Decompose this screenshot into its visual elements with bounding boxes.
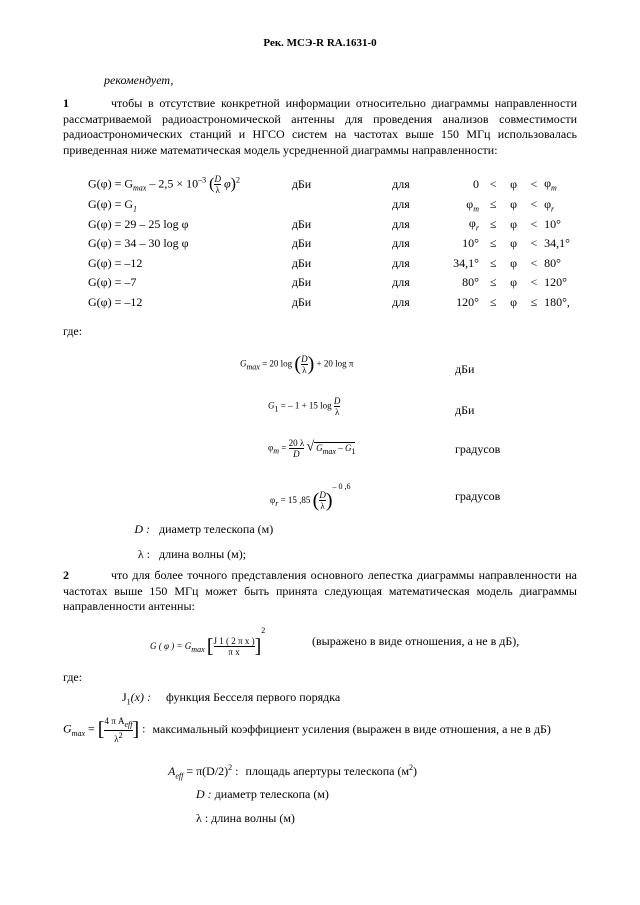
range-phi: φ — [510, 294, 517, 309]
frac-denominator: λ — [114, 733, 119, 744]
formula-for: для — [392, 275, 410, 290]
range-lower-cell — [437, 234, 483, 254]
def-text: площадь апертуры телескопа (м — [245, 764, 410, 778]
eq-symbol: G — [268, 400, 275, 411]
equation-phi-m: $\varphi_m$ = $\frac{20 \lambda}{D}$ √ $G_{max} - G_1$ — [268, 438, 356, 459]
formula-cell — [88, 234, 292, 254]
def-superscript: 2 — [228, 763, 233, 772]
frac-denominator: λ — [215, 185, 220, 195]
formula-row — [88, 195, 588, 215]
definition-d — [110, 522, 273, 537]
range-upper: φ — [544, 176, 552, 191]
recommends-intro: рекомендует, — [104, 73, 174, 87]
formula-lhs: G(φ) = 34 – 30 log φ — [88, 236, 189, 251]
def-symbol: λ : — [196, 811, 209, 825]
eq-text: = 15 ,85 — [280, 495, 311, 505]
range-op1: ≤ — [489, 216, 497, 231]
range-upper: 120° — [544, 275, 567, 290]
frac-numerator: D — [333, 396, 341, 406]
formula-cell — [88, 293, 292, 313]
formula-lhs-sub: 1 — [133, 203, 138, 213]
range-upper-sub: m — [551, 183, 557, 193]
range-phi: φ — [510, 275, 517, 290]
range-lower-cell — [437, 293, 483, 313]
where-label-2: где: — [63, 670, 83, 684]
formula-lhs: G(φ) = G — [88, 196, 134, 211]
formula-for: для — [392, 216, 410, 231]
range-lower-sub: m — [473, 203, 479, 213]
formula-unit: дБи — [291, 216, 312, 231]
formula-row — [88, 254, 588, 274]
bessel-note: (выражено в виде отношения, а не в дБ), — [312, 634, 520, 648]
eq-text: + 20 log π — [316, 358, 354, 369]
formula-cell — [88, 273, 292, 293]
range-op1: ≤ — [489, 275, 497, 290]
range-lower-cell — [437, 273, 483, 293]
formula-unit: дБи — [291, 236, 312, 251]
range-op2: < — [530, 177, 538, 191]
def-superscript: 2 — [118, 730, 123, 740]
formula-row — [88, 234, 588, 254]
equation-gmax: $G_{max} = 20$ log ( $\frac{D}{\lambda}$ ) + 20 log π — [240, 353, 354, 375]
unit-degrees: градусов — [455, 442, 501, 456]
eq-subscript: max — [191, 644, 205, 654]
frac-numerator: D — [319, 490, 326, 501]
pattern-formula-table — [88, 174, 588, 312]
range-upper: φ — [544, 196, 552, 211]
def-text: диаметр телескопа (м) — [214, 787, 329, 801]
range-op2: < — [530, 255, 538, 270]
eq-root-symbol: G — [316, 442, 323, 453]
page-header: Рек. МСЭ-R RA.1631-0 — [263, 37, 377, 49]
range-upper: 10° — [544, 216, 561, 231]
unit-degrees: градусов — [455, 489, 501, 503]
range-upper-cell — [544, 254, 588, 274]
formula-row — [88, 273, 588, 293]
def-subscript: max — [71, 729, 85, 739]
unit-dbi: дБи — [455, 403, 475, 417]
frac-numerator: J 1 ( 2 π x ) — [213, 636, 255, 647]
frac-numerator: D — [301, 354, 308, 364]
formula-lhs: G(φ) = –12 — [88, 294, 143, 309]
formula-row — [88, 215, 588, 235]
range-lower: φ — [468, 216, 476, 231]
def-subscript: 1 — [126, 697, 131, 707]
where-label-1: где: — [63, 324, 83, 338]
range-phi: φ — [510, 197, 517, 212]
definition-lambda — [110, 547, 246, 562]
eq-symbol: φ — [270, 495, 276, 505]
frac-denominator: λ — [320, 501, 325, 512]
frac-numerator: 20 λ — [288, 438, 305, 448]
paragraph-number: 1 — [63, 96, 69, 110]
definition-d-2 — [196, 787, 329, 802]
def-text: максимальный коэффициент усиления (выражен в виде отношения, а не в дБ) — [152, 721, 551, 736]
formula-phi: φ — [223, 176, 231, 191]
formula-for: для — [392, 236, 410, 251]
range-upper-cell — [544, 234, 588, 254]
eq-subscript: m — [273, 446, 279, 456]
range-lower: 34,1° — [453, 255, 479, 270]
def-text: диаметр телескопа (м) — [159, 522, 274, 536]
def-text: функция Бесселя первого порядка — [166, 690, 341, 704]
formula-for: для — [392, 197, 410, 212]
formula-lhs: G(φ) = –7 — [88, 275, 137, 290]
range-op1: < — [489, 177, 497, 191]
def-symbol: A — [168, 764, 176, 778]
range-upper: 34,1° — [544, 236, 570, 251]
formula-cell — [88, 195, 292, 215]
eq-text: = – 1 + 15 log — [280, 400, 332, 411]
range-lower-cell — [437, 215, 483, 235]
eq-superscript: – 0 ,6 — [332, 482, 351, 491]
range-lower: 10° — [462, 236, 479, 251]
formula-lhs: G(φ) = –12 — [88, 255, 143, 270]
range-lower-sub: r — [475, 223, 479, 233]
eq-root-symbol: – G — [338, 442, 352, 453]
formula-row — [88, 293, 588, 313]
def-text: длина волны (м) — [211, 811, 295, 825]
frac-denominator: π x — [228, 647, 240, 658]
range-lower-cell — [437, 195, 483, 215]
range-op2: < — [530, 275, 538, 290]
def-symbol: D : — [196, 787, 212, 801]
range-lower-cell — [437, 174, 483, 195]
range-lower: 80° — [462, 275, 479, 290]
formula-unit — [292, 195, 392, 215]
frac-numerator: D — [214, 174, 221, 184]
paragraph-text: что для более точного представления основного лепестка диаграммы направленности на частотах выше 150 МГц может быть принята следующая математическая модель диаграммы направленности антенны: — [63, 568, 577, 613]
equation-bessel: G ( φ ) = $G_{max}$ [ $\frac{\text{J 1 ( 2 π x )}}{\text{π x}}$ ]$^2$ — [150, 626, 266, 658]
range-phi: φ — [510, 216, 517, 231]
eq-text: = — [281, 442, 287, 453]
range-upper-cell — [544, 273, 588, 293]
def-subscript: eff — [175, 771, 184, 781]
formula-row — [88, 174, 588, 195]
def-formula: = π(D/2) — [186, 764, 229, 778]
range-phi: φ — [510, 236, 517, 251]
range-op2: < — [530, 197, 538, 212]
def-superscript: 2 — [409, 763, 414, 772]
eq-subscript: max — [322, 446, 336, 456]
formula-unit: дБи — [291, 255, 312, 270]
range-upper-cell — [544, 293, 588, 313]
unit-dbi: дБи — [455, 362, 475, 376]
range-op2: < — [530, 236, 538, 251]
formula-lhs: G(φ) = 29 – 25 log φ — [88, 216, 189, 231]
paragraph-1 — [63, 96, 577, 158]
formula-lhs-sub: max — [133, 183, 147, 193]
eq-subscript: 1 — [351, 446, 356, 456]
formula-rhs-sup: –3 — [198, 175, 207, 185]
definition-gmax: $G_{max}$ = [ $\frac{4 \pi A_{eff}}{\lambda^2}$ ] : максимальный коэффициент усиления (выражен в виде отношения, а не в дБ) — [63, 716, 551, 744]
definition-aeff: $A_{eff} = \pi(D/2)^2$ : площадь апертуры телескопа $(м^2)$ — [168, 763, 418, 781]
eq-subscript: 1 — [274, 404, 279, 414]
formula-unit: дБи — [291, 177, 312, 191]
formula-unit: дБи — [291, 294, 312, 309]
range-op2: < — [530, 216, 538, 231]
formula-for: для — [392, 255, 410, 270]
def-symbol: G — [63, 721, 72, 736]
range-upper-cell — [544, 215, 588, 235]
formula-rhs: – 2,5 × 10 — [149, 176, 199, 191]
eq-subscript: r — [275, 498, 279, 508]
eq-subscript: max — [246, 362, 260, 372]
formula-lhs: G(φ) = G — [88, 176, 134, 191]
def-text: длина волны (м); — [159, 547, 247, 561]
range-lower: 0 — [472, 177, 479, 191]
range-lower-cell — [437, 254, 483, 274]
range-lower: φ — [466, 196, 474, 211]
def-symbol: λ : — [137, 547, 150, 561]
frac-denominator: λ — [302, 365, 307, 375]
definition-lambda-2 — [196, 811, 295, 826]
frac-numerator: 4 π A — [104, 716, 125, 726]
formula-for: для — [392, 294, 410, 309]
formula-unit: дБи — [291, 275, 312, 290]
range-phi: φ — [510, 255, 517, 270]
range-upper-cell — [544, 174, 588, 195]
range-op1: ≤ — [489, 294, 497, 309]
formula-for: для — [392, 177, 410, 191]
paragraph-number: 2 — [63, 568, 69, 582]
eq-symbol: G — [240, 358, 247, 369]
eq-symbol: φ — [268, 442, 274, 453]
equation-g1 — [268, 396, 340, 417]
range-upper: 80° — [544, 255, 561, 270]
range-phi: φ — [510, 177, 517, 191]
eq-text: = 20 log — [262, 358, 293, 369]
range-upper-sub: r — [551, 203, 555, 213]
range-op2: ≤ — [530, 294, 538, 309]
formula-cell — [88, 215, 292, 235]
def-symbol: D : — [134, 522, 150, 536]
eq-superscript: 2 — [261, 626, 266, 635]
formula-cell: $G(\varphi) = G_{max} - 2,5 \times 10^{-3}$ ( $\frac{D}{\lambda}$ φ)$^2$ — [88, 174, 240, 195]
def-text-end: ) — [413, 764, 418, 778]
range-op1: ≤ — [489, 255, 497, 270]
formula-cell — [88, 254, 292, 274]
def-symbol-arg: (x) : — [130, 690, 151, 704]
range-upper-cell — [544, 195, 588, 215]
range-op1: ≤ — [489, 197, 497, 212]
def-subscript: eff — [124, 719, 133, 729]
range-lower: 120° — [456, 294, 479, 309]
paragraph-2 — [63, 568, 577, 615]
eq-symbol: G ( φ ) = G — [150, 641, 192, 651]
frac-denominator: λ — [334, 407, 340, 417]
range-op1: ≤ — [489, 236, 497, 251]
definition-j1 — [122, 690, 340, 706]
equation-phi-r: $\varphi_r = 15$ ,85 ( $\frac{D}{\lambda}$ )$^{- 0 ,6}$ — [270, 482, 351, 512]
frac-denominator: D — [293, 449, 300, 459]
range-upper: 180°, — [544, 294, 570, 309]
def-symbol: J — [122, 690, 127, 704]
paragraph-text: чтобы в отсутствие конкретной информации относительно диаграммы направленности рассматриваемой радиоастрономической антенны для проведения анализов совместимости радиоастрономических станций и НГСО систем на частотах выше 150 МГц использовалась приведенная ниже математическая модель усредненной диаграммы направленности: — [63, 96, 577, 157]
